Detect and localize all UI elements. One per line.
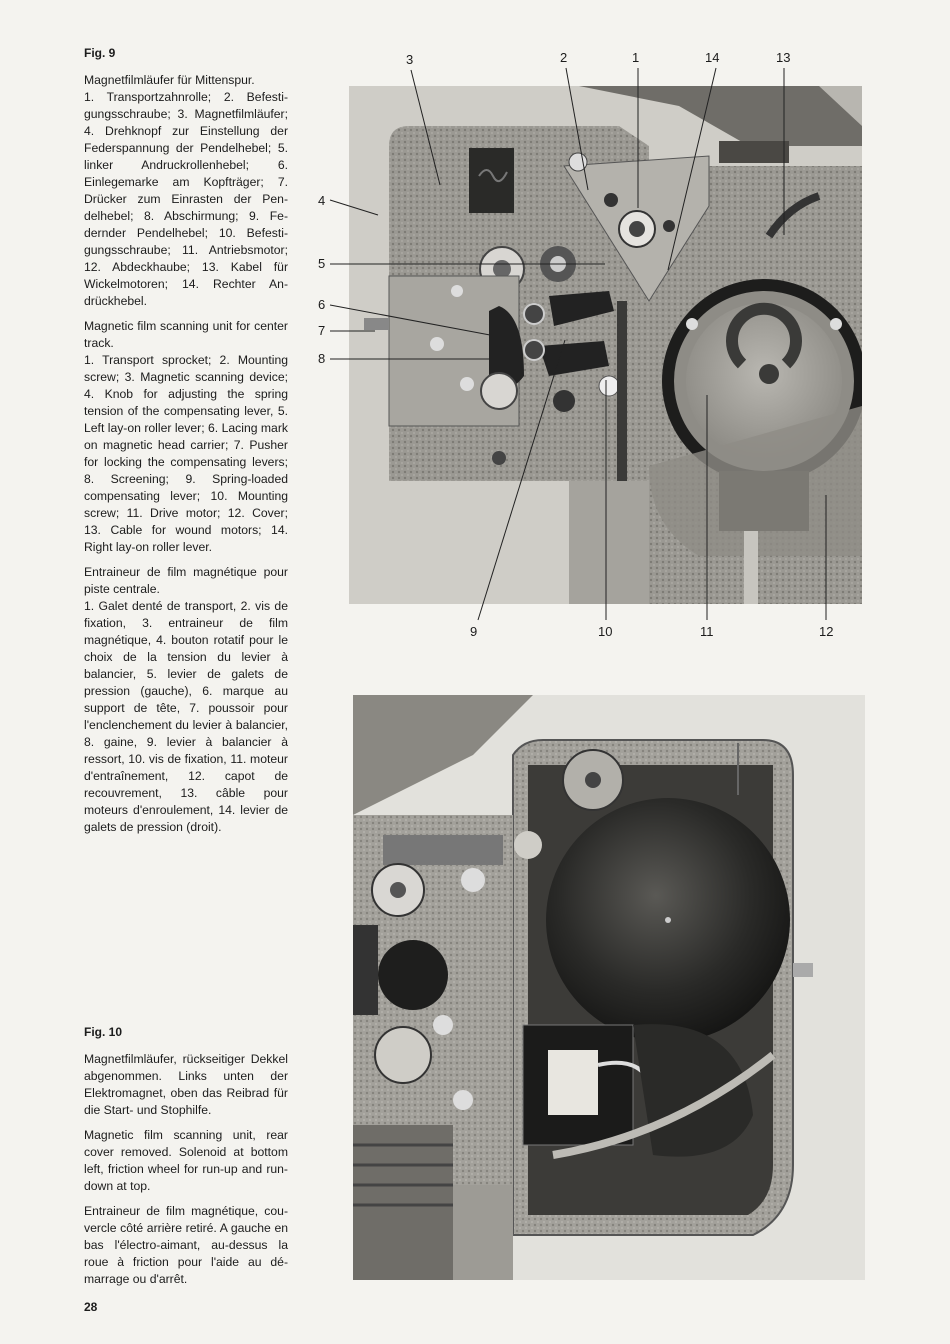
fig10-caption-french: Entraineur de film magnétique, couvercle côté arrière retiré. A gauche en bas l'électro-aimant, au-dessus la roue à friction pour l'aide au démarrage ou d'arrêt.	[84, 1204, 288, 1286]
callout-3: 3	[406, 52, 414, 67]
fig10-caption-english: Magnetic film scanning unit, rear cover removed. Solenoid at bottom left, friction wheel for run-up and run-down at top.	[84, 1128, 288, 1193]
callout-4: 4	[318, 193, 326, 208]
callout-1: 1	[632, 50, 640, 65]
fig9-title: Fig. 9	[84, 46, 116, 60]
callout-14: 14	[705, 50, 720, 65]
fig9-photo-drawing	[349, 86, 862, 604]
fig10-caption-block	[84, 1025, 288, 1296]
fig9-caption-block	[84, 46, 288, 844]
fig10-photo-drawing	[353, 695, 865, 1280]
callout-12: 12	[819, 624, 834, 639]
fig9-caption-german: Magnetfilmläufer für Mittenspur. 1. Transportzahnrolle; 2. Befestigungsschraube; 3. Magnetfilmläufer; 4. Drehknopf zur Einstellung der Federspannung der Pendelhebel; 5. linker Andruckrollenhebel; 6. Einlegemarke am Kopfträger; 7. Drücker zum Einrasten der Pendelhebel; 8. Abschirmung; 9. Federnder Pendelhebel; 10. Befestigungsschraube; 11. Antriebsmotor; 12. Abdeckhaube; 13. Kabel für Wickelmotoren; 14. Rechter Andrückhebel.	[84, 73, 288, 308]
callout-6: 6	[318, 297, 326, 312]
callout-5: 5	[318, 256, 326, 271]
page-number: 28	[84, 1300, 98, 1314]
callout-2: 2	[560, 50, 568, 65]
fig9-caption-french: Entraineur de film magnétique pour piste centrale. 1. Galet denté de transport, 2. vis de fixation, 3. entraineur de film magnétique, 4. bouton rotatif pour le choix de la tension du levier à balancier, 5. levier de galets de pression (gauche), 6. marque au support de tête, 7. poussoir pour l'enclenchement du levier à balancier, 8. gaine, 9. levier à balancier à ressort, 10. vis de fixation, 11. moteur d'entraînement, 12. capot de recouvrement, 13. câble pour moteurs d'enroulement, 14. levier de galets de pression (droit).	[84, 565, 288, 834]
callout-13: 13	[776, 50, 791, 65]
fig10-caption-german: Magnetfilmläufer, rückseitiger Dekkel abgenommen. Links unten der Elektromagnet, oben das Reibrad für die Start- und Stophilfe.	[84, 1052, 288, 1117]
fig9-photo	[349, 86, 862, 604]
fig10-photo	[353, 695, 865, 1280]
callout-8: 8	[318, 351, 326, 366]
fig9-caption-english: Magnetic film scanning unit for center track. 1. Transport sprocket; 2. Mounting screw; 3. Magnetic scanning device; 4. Knob for adjusting the spring tension of the compensating lever, 5. Left lay-on roller lever; 6. Lacing mark on magnetic head carrier; 7. Pusher for locking the compensating levers; 8. Screening; 9. Spring-loaded compensating lever; 10. Mounting screw; 11. Drive motor; 12. Cover; 13. Cable for wound motors; 14. Right lay-on roller lever.	[84, 319, 288, 554]
callout-10: 10	[598, 624, 613, 639]
callout-11: 11	[700, 624, 714, 639]
fig10-title: Fig. 10	[84, 1025, 123, 1039]
callout-9: 9	[470, 624, 478, 639]
callout-7: 7	[318, 323, 326, 338]
